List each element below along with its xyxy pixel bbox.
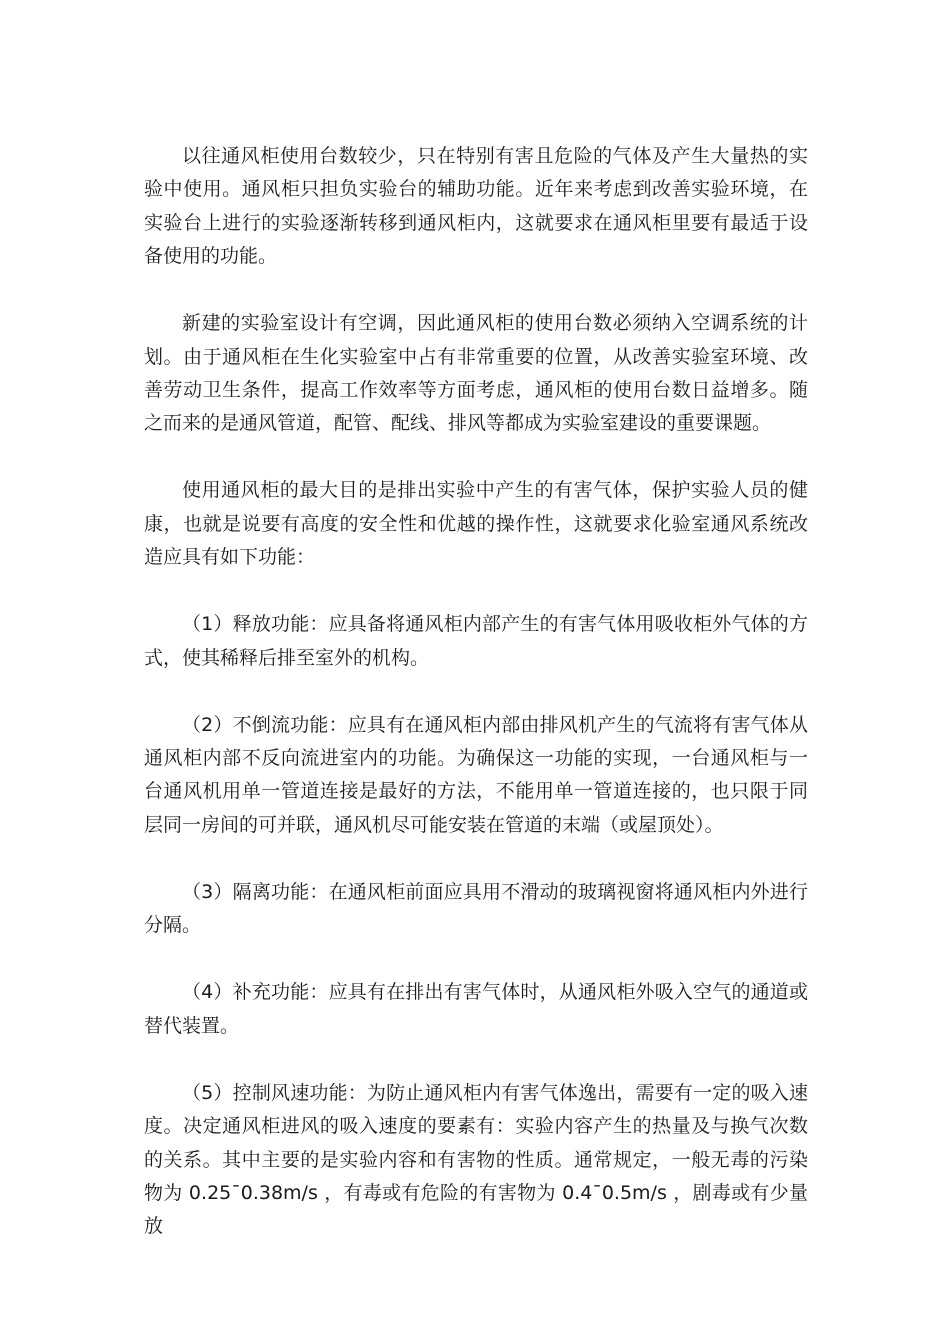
paragraph-release-function: （1）释放功能：应具备将通风柜内部产生的有害气体用吸收柜外气体的方式，使其稀释后排至室外的机构。 — [144, 613, 808, 669]
paragraph-intro-history: 以往通风柜使用台数较少，只在特别有害且危险的气体及产生大量热的实验中使用。通风柜只担负实验台的辅助功能。近年来考虑到改善实验环境，在实验台上进行的实验逐渐转移到通风柜内，这就要求在通风柜里要有最适于设备使用的功能。 — [144, 145, 808, 268]
paragraph-purpose: 使用通风柜的最大目的是排出实验中产生的有害气体，保护实验人员的健康，也就是说要有高度的安全性和优越的操作性，这就要求化验室通风系统改造应具有如下功能： — [144, 479, 808, 569]
paragraph-supplement-function: （4）补充功能：应具有在排出有害气体时，从通风柜外吸入空气的通道或替代装置。 — [144, 981, 808, 1037]
paragraph-air-conditioning: 新建的实验室设计有空调，因此通风柜的使用台数必须纳入空调系统的计划。由于通风柜在生化实验室中占有非常重要的位置，从改善实验室环境、改善劳动卫生条件，提高工作效率等方面考虑，通风柜的使用台数日益增多。随之而来的是通风管道，配管、配线、排风等都成为实验室建设的重要课题。 — [144, 312, 808, 435]
document-body — [144, 140, 808, 1244]
paragraph-wind-speed-function: （5）控制风速功能：为防止通风柜内有害气体逸出，需要有一定的吸入速度。决定通风柜进风的吸入速度的要素有：实验内容产生的热量及与换气次数的关系。其中主要的是实验内容和有害物的性质。通常规定，一般无毒的污染物为 0.25¯0.38m/s ，有毒或有危险的有害物为 0.4¯0.5m/s ，剧毒或有少量放 — [144, 1081, 808, 1238]
paragraph-no-backflow-function: （2）不倒流功能：应具有在通风柜内部由排风机产生的气流将有害气体从通风柜内部不反向流进室内的功能。为确保这一功能的实现，一台通风柜与一台通风机用单一管道连接是最好的方法，不能用单一管道连接的，也只限于同层同一房间的可并联，通风机尽可能安装在管道的末端（或屋顶处）。 — [144, 713, 808, 836]
paragraph-isolation-function: （3）隔离功能：在通风柜前面应具用不滑动的玻璃视窗将通风柜内外进行分隔。 — [144, 880, 808, 937]
